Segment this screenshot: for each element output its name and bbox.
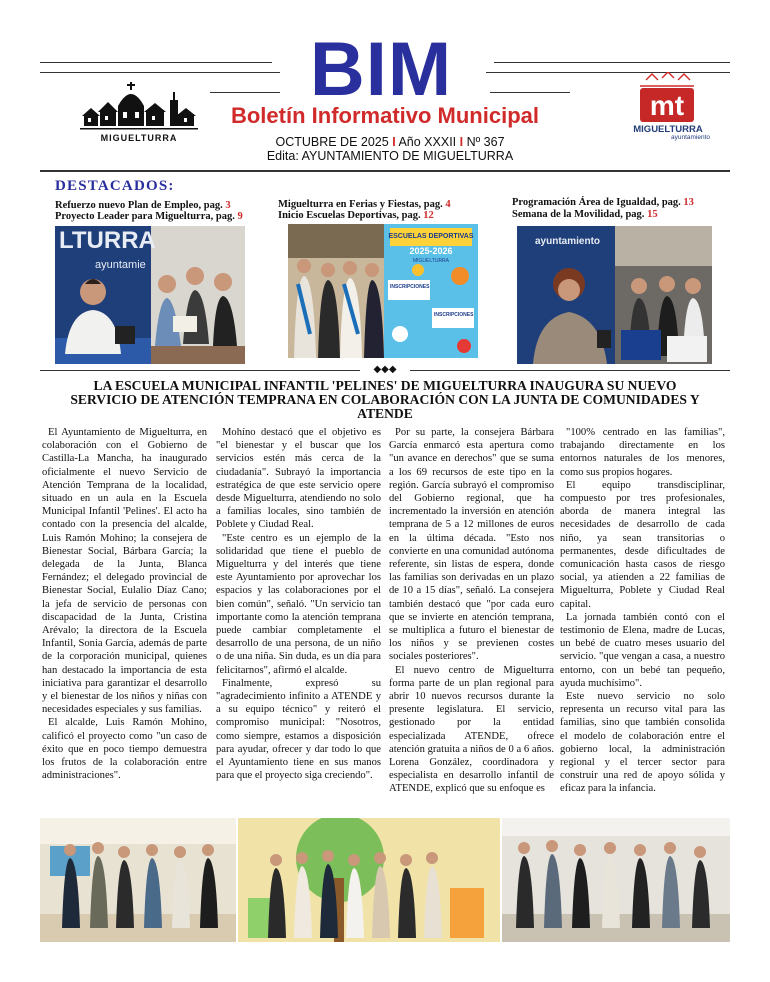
article-paragraph: El alcalde, Luis Ramón Mohino, calificó el proyecto como "un caso de éxito que en poco tiempo demuestra los frutos de la colaboración entre administraciones".	[42, 717, 207, 782]
svg-text:ESCUELAS DEPORTIVAS: ESCUELAS DEPORTIVAS	[388, 233, 474, 240]
photo-equality-mobility	[517, 226, 712, 364]
edition-info	[240, 135, 540, 163]
article-paragraph: "100% centrado en las familias", trabajando directamente en los entornos naturales de los menores, como sus propios hogares.	[560, 427, 725, 478]
edition-number: Nº 367	[466, 135, 505, 149]
article-column-4	[560, 426, 725, 796]
highlight-page: 13	[683, 197, 694, 208]
highlight-page: 9	[237, 211, 243, 222]
divider-ornament: ◆◆◆	[360, 363, 410, 377]
publication-subtitle: Boletín Informativo Municipal	[230, 103, 539, 128]
svg-text:MIGUELTURRA: MIGUELTURRA	[412, 258, 450, 264]
article-paragraph: Mohíno destacó que el objetivo es "el bienestar y el buscar que los servicios estén más cerca de la ciudadanía". Subrayó la importancia estratégica de que este servicio opere desde Miguelturra, atendiendo no solo a familias locales, sino también de Poblete y Ciudad Real.	[216, 427, 381, 531]
article-paragraph: El equipo transdisciplinar, compuesto por tres profesionales, aborda de manera integral las necesidades de desarrollo de cada niño, ya sean transitorias o permanentes, desde dificultades de comunicación hasta casos de riesgo social, ya atienden a 22 familias de Miguelturra, Poblete y Ciudad Real capital.	[560, 479, 725, 610]
article-column-1	[42, 426, 207, 782]
article-paragraph: Por su parte, la consejera Bárbara García enmarcó esta apertura como "un avance en derechos" que se suma a los 69 recursos de este tipo en la región. García subrayó el compromiso del Gobierno regional, que ha incrementado la inversión en atención temprana de 5 a 12 millones de euros en la última década. "Esto nos convierte en una comunidad autónoma referente, sin listas de espera, donde las familias son derivadas en un plazo de 10 a 15 días", señaló. La consejera también destacó que "por cada euro que se invierte en atención temprana, se multiplica a futuro el bienestar de los niños y se previenen costes sociales posteriores".	[389, 427, 554, 663]
article-column-3	[389, 426, 554, 796]
article-column-2	[216, 426, 381, 782]
svg-text:2025-2026: 2025-2026	[409, 246, 453, 256]
highlight-page: 4	[445, 199, 451, 210]
highlight-item[interactable]: Inicio Escuelas Deportivas, pag. 12	[278, 210, 434, 221]
highlight-item[interactable]: Semana de la Movilidad, pag. 15	[512, 209, 658, 220]
edition-month: OCTUBRE DE 2025	[275, 135, 389, 149]
inauguration-photo-strip	[40, 818, 730, 942]
editor-line: Edita: AYUNTAMIENTO DE MIGUELTURRA	[266, 149, 514, 163]
svg-text:INSCRIPCIONES: INSCRIPCIONES	[434, 312, 474, 318]
article-paragraph: El nuevo centro de Miguelturra forma parte de un plan regional para abrir 10 nuevos recursos durante la presente legislatura. El servicio, gestionado por la entidad especializada ATENDE, ofrece atención gratuita a niños de 0 a 6 años. Lorena González, coordinadora y especialista en desarrollo infantil de ATENDE, explicó que su enfoque es	[389, 664, 554, 795]
edition-separator: I	[459, 135, 464, 149]
highlight-page: 12	[423, 210, 434, 221]
edition-year: Año XXXII	[398, 135, 457, 149]
municipal-logo-name: MIGUELTURRA	[633, 124, 703, 135]
svg-text:INSCRIPCIONES: INSCRIPCIONES	[390, 284, 430, 290]
svg-text:ayuntamiento: ayuntamiento	[535, 236, 601, 247]
highlight-item[interactable]: Programación Área de Igualdad, pag. 13	[512, 197, 694, 208]
municipal-logo-mark: mt	[649, 90, 685, 121]
left-logo-label: MIGUELTURRA	[100, 133, 178, 143]
highlights-title: DESTACADOS:	[55, 178, 175, 194]
highlight-page: 15	[647, 209, 658, 220]
article-headline: LA ESCUELA MUNICIPAL INFANTIL 'PELINES' DE MIGUELTURRA INAUGURA SU NUEVO SERVICIO DE ATENCIÓN TEMPRANA EN COLABORACIÓN CON LA JUNTA DE COMUNIDADES Y ATENDE	[70, 378, 700, 421]
svg-text:LTURRA: LTURRA	[59, 227, 156, 254]
article-paragraph: Finalmente, expresó su "agradecimiento infinito a ATENDE y a su equipo técnico" y reiteró el compromiso municipal: "Nosotros, como siempre, estamos a disposición para ayudar, ofrecer y dar todo lo que el Ayuntamiento tiene en sus manos para que el proyecto siga creciendo".	[216, 677, 381, 782]
highlight-item[interactable]: Refuerzo nuevo Plan de Empleo, pag. 3	[55, 200, 231, 211]
article-paragraph: El Ayuntamiento de Miguelturra, en colaboración con el Gobierno de Castilla-La Mancha, ha inaugurado oficialmente el nuevo Servicio de Atención Temprana de la localidad, situado en un aula en la Escuela Municipal Infantil 'Pelines'. El acto ha contado con la presencia del alcalde, Luis Ramón Mohino; la consejera de Bienestar Social, Bárbara García; la delegada de la Junta, Blanca Fernández; el delegado provincial de Bienestar Social, Eulalio Díaz Cano; la jefa de servicio de personas con discapacidad de la Junta, Cristina Arévalo; la directora de la Escuela Infantil, Sonia García, además de parte de la corporación municipal, quienes han destacado la importancia de esta iniciativa para garantizar el desarrollo y el bienestar de los niños y niñas con necesidades especiales y sus familias.	[42, 427, 208, 716]
publication-brand: BIM	[309, 27, 453, 112]
article-paragraph: "Este centro es un ejemplo de la solidaridad que tiene el pueblo de Miguelturra y del interés que tiene este Ayuntamiento por aprovechar los espacios y las colaboraciones por el bien común", señaló. "Un servicio tan importante como la atención temprana puede cambiar completamente el desarrollo de una persona, de un niño o de una niña. Sin duda, es un día para felicitarnos", afirmó el alcalde.	[216, 532, 381, 676]
highlight-page: 3	[225, 200, 231, 211]
municipal-logo	[632, 72, 702, 124]
highlight-item[interactable]: Miguelturra en Ferias y Fiestas, pag. 4	[278, 199, 451, 210]
municipal-logo-sub: ayuntamiento	[670, 134, 710, 141]
svg-text:ayuntamie: ayuntamie	[95, 259, 146, 271]
photo-employment-plan	[55, 226, 245, 364]
photo-fairs-and-sports	[288, 224, 478, 358]
article-paragraph: La jornada también contó con el testimonio de Elena, madre de Lucas, un bebé de cuatro meses usuario del servicio. "que vengan a casa, a nuestro entorno, con un bebé tan pequeño, ayuda muchísimo".	[560, 611, 725, 689]
article-paragraph: Este nuevo servicio no solo representa un recurso vital para las familias, sino que también consolida el modelo de colaboración entre el gobierno local, la administración regional y el tercer sector para construir una red de apoyo sólida y eficaz para la infancia.	[560, 691, 725, 795]
edition-separator: I	[392, 135, 396, 149]
highlight-item[interactable]: Proyecto Leader para Miguelturra, pag. 9	[55, 211, 243, 222]
